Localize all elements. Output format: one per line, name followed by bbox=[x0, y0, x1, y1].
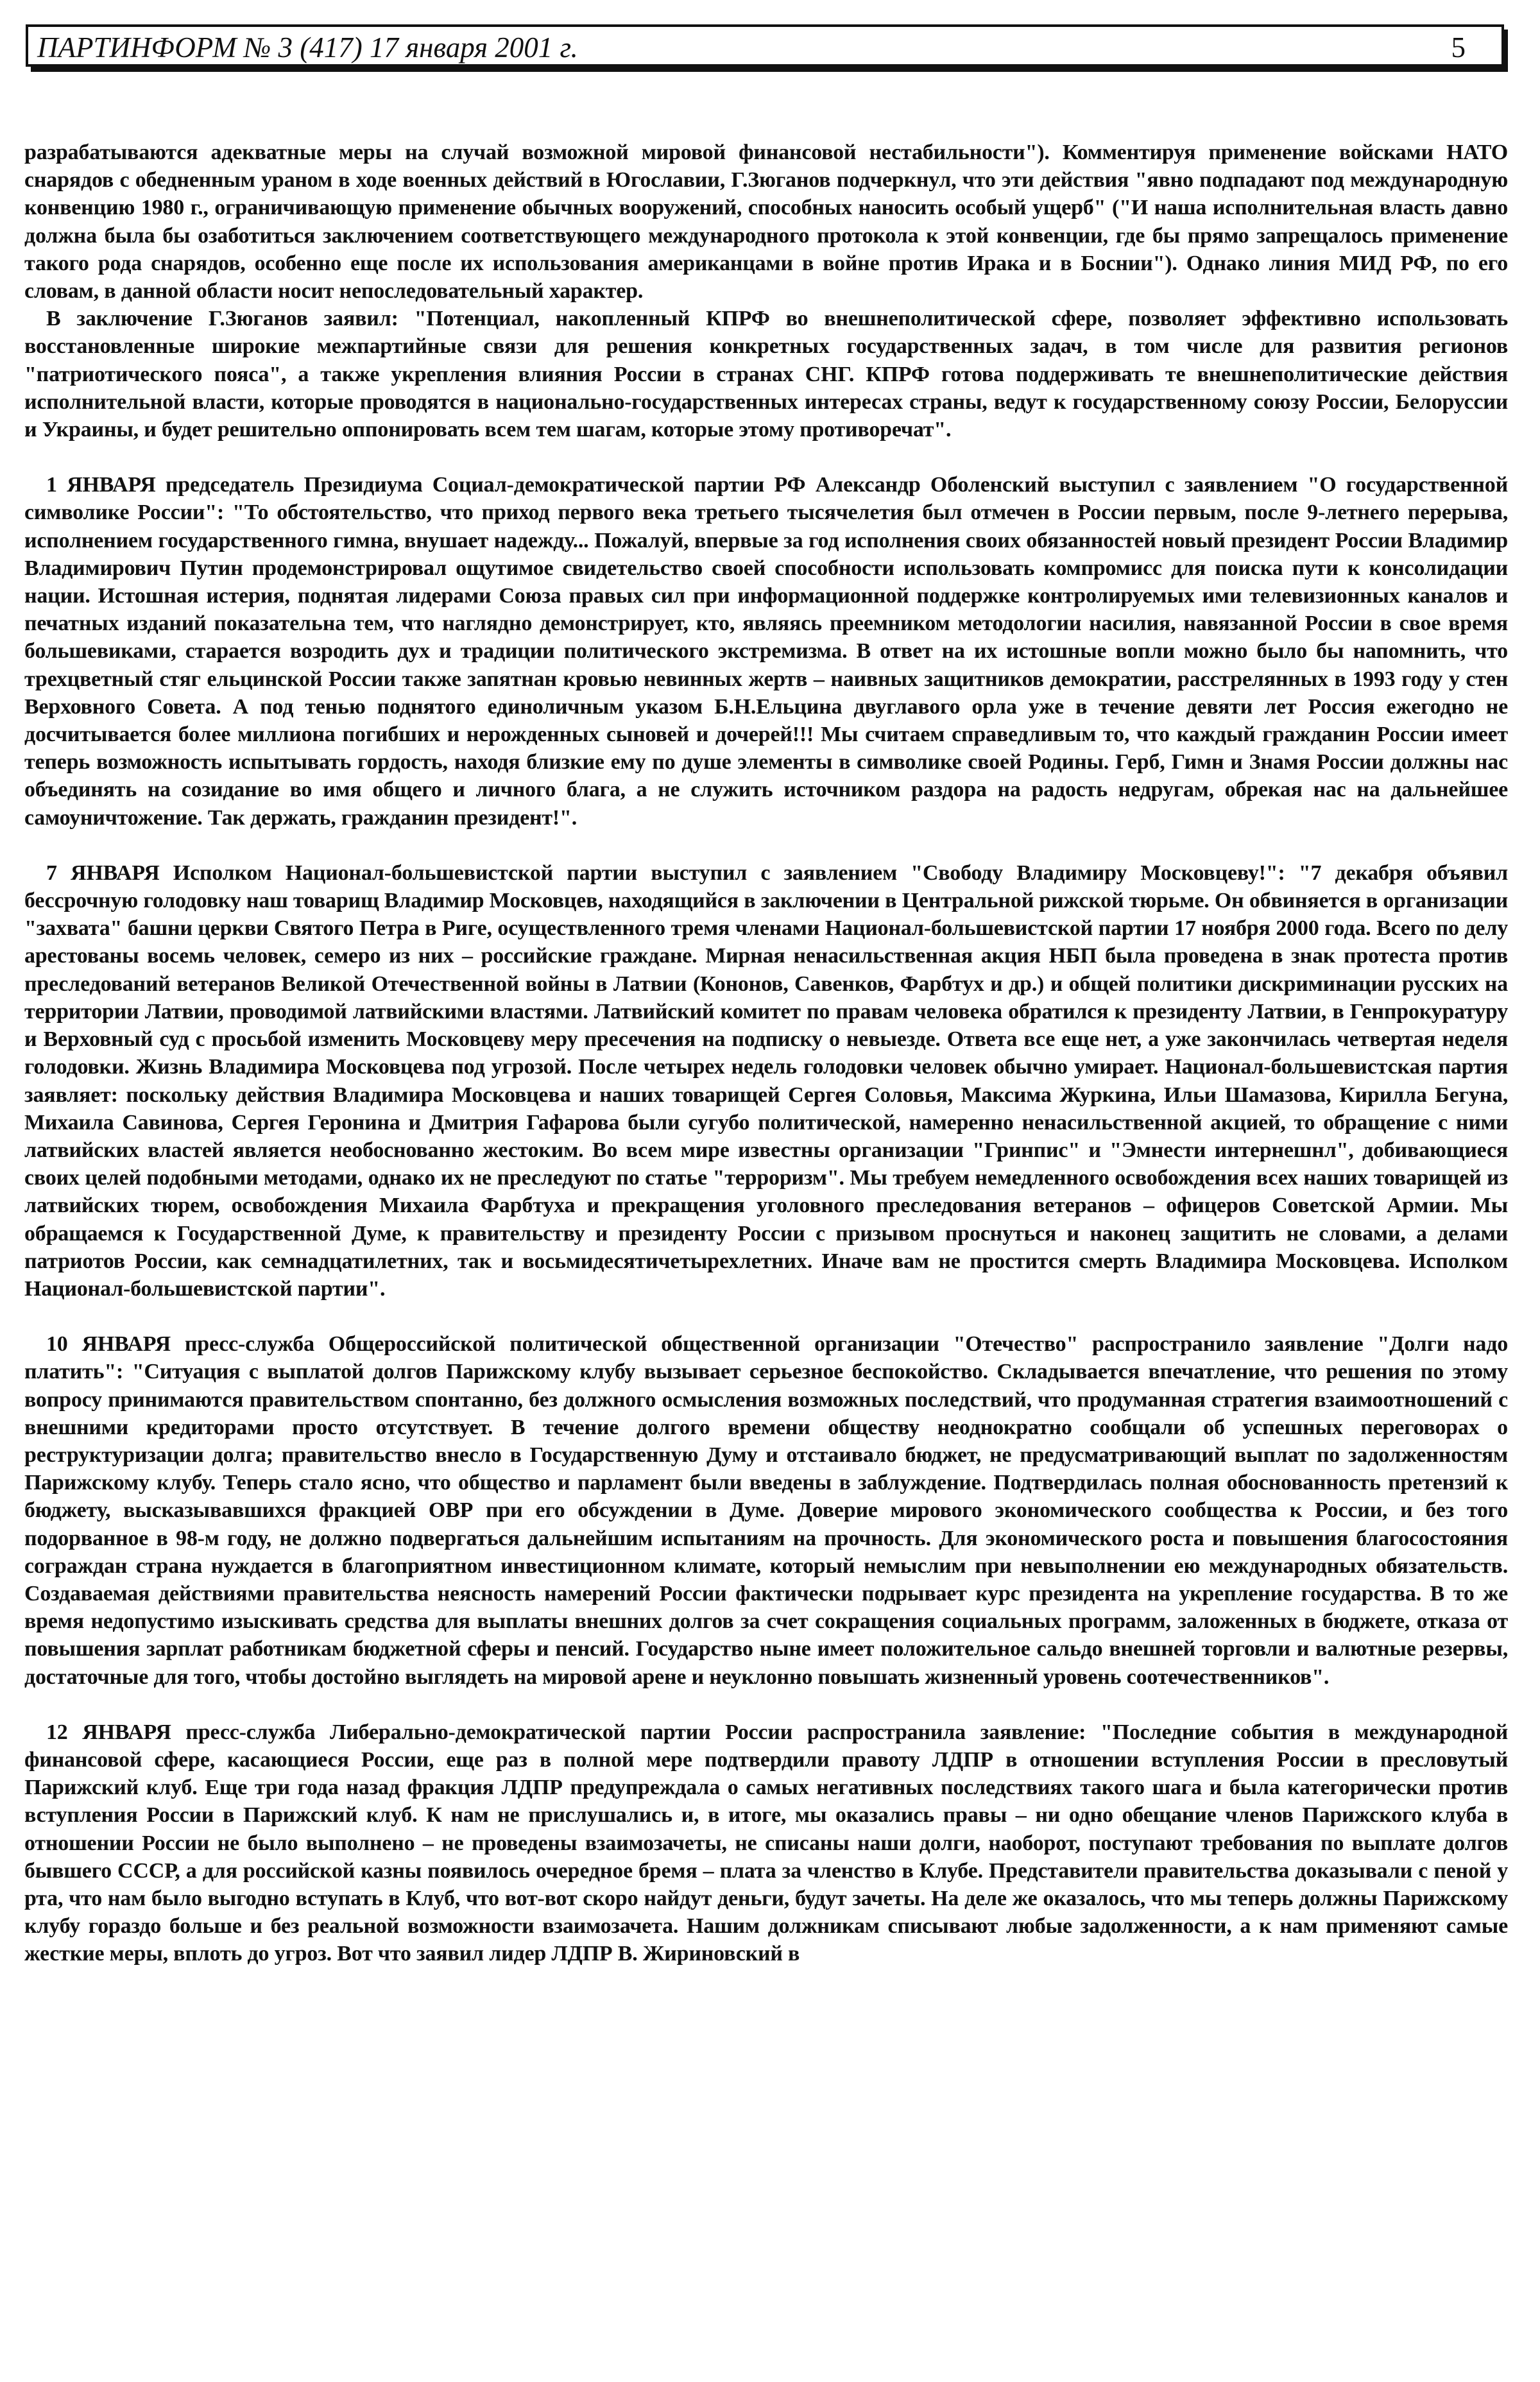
newspaper-page bbox=[24, 24, 1508, 2347]
paragraph-text: разрабатываются адекватные меры на случай возможной мировой финансовой нестабильности"). Комментируя применение войсками НАТО снарядов с обедненным ураном в ходе военных действий в Югославии, Г.Зюганов подчеркнул, что эти действия "явно подпадают под международную конвенцию 1980 г., ограничивающую применение обычных вооружений, способных наносить особый ущерб" ("И наша исполнительная власть давно должна была бы озаботиться заключением соответствующего международного протокола к этой конвенции, где бы прямо запрещалось применение такого рода снарядов, особенно еще после их использования американцами в войне против Ирака и в Боснии"). Однако линия МИД РФ, по его словам, в данной области носит непоследовательный характер. bbox=[24, 141, 1508, 304]
entry-jan-1 bbox=[24, 471, 1508, 832]
entry-text: пресс-служба Общероссийской политической общественной организации "Отечество" распространило заявление "Долги надо платить": "Ситуация с выплатой долгов Парижскому клубу вызывает серьезное беспокойство. Складывается впечатление, что решения по этому вопросу принимаются правительством спонтанно, без должного осмысления возможных последствий, что продуманная стратегия взаимоотношений с внешними кредиторами просто отсутствует. В течение долгого времени обществу неоднократно сообщали об успешных переговорах о реструктуризации долга; правительство внесло в Государственную Думу и отстаивало бюджет, не предусматривающий выплат по задолженностям Парижскому клубу. Теперь стало ясно, что общество и парламент были введены в заблуждение. Подтвердилась полная обоснованность претензий к бюджету, высказывавшихся фракцией ОВР при его обсуждении в Думе. Доверие мирового экономического сообщества к России, и без того подорванное в 98-м году, не должно подвергаться дальнейшим испытаниям на прочность. Для экономического роста и повышения благосостояния сограждан страна нуждается в благоприятном инвестиционном климате, который немыслим при невыполнении ею международных обязательств. Создаваемая действиями правительства неясность намерений России фактически подрывает курс президента на укрепление государства. В то же время недопустимо изыскивать средства для выплаты внешних долгов за счет сокращения социальных программ, заложенных в бюджете, отказа от повышения зарплат работникам бюджетной сферы и пенсий. Государство ныне имеет положительное сальдо внешней торговли и валютные резервы, достаточные для того, чтобы достойно выглядеть на мировой арене и неуклонно повышать жизненный уровень соотечественников". bbox=[24, 1332, 1508, 1689]
entry-text: председатель Президиума Социал-демократической партии РФ Александр Оболенский выступил с заявлением "О государственной символике России": "То обстоятельство, что приход первого века третьего тысячелетия был отмечен в России первым, после 9-летнего перерыва, исполнением государственного гимна, внушает надежду... Пожалуй, впервые за год исполнения своих обязанностей новый президент России Владимир Владимирович Путин продемонстрировал ощутимое свидетельство своей способности использовать компромисс для поиска пути к консолидации нации. Истошная истерия, поднятая лидерами Союза правых сил при информационной поддержке контролируемых ими телевизионных каналов и печатных изданий показательна тем, что наглядно демонстрирует, кто, являясь преемником методологии насилия, навязанной России в свое время большевиками, старается возродить дух и традиции политического экстремизма. В ответ на их истошные вопли можно было бы напомнить, что трехцветный стяг ельцинской России также запятнан кровью невинных жертв – наивных защитников демократии, расстрелянных в 1993 году у стен Верховного Совета. А под тенью поднятого единоличным указом Б.Н.Ельцина двуглавого орла уже в течение девяти лет Россия ежегодно не досчитывается более миллиона погибших и нерожденных сыновей и дочерей!!! Мы считаем справедливым то, что каждый гражданин России имеет теперь возможность испытывать гордость, находя близкие ему по душе элементы в символике своей Родины. Герб, Гимн и Знамя России должны нас объединять на созидание во имя общего и личного блага, а не служить источником раздора на радость недругам, обрекая нас на дальнейшее самоуничтожение. Так держать, гражданин президент!". bbox=[24, 473, 1508, 830]
paragraph-conclusion bbox=[24, 305, 1508, 443]
entry-date: 7 ЯНВАРЯ bbox=[46, 861, 160, 885]
article-body bbox=[24, 139, 1508, 1968]
entry-jan-7 bbox=[24, 859, 1508, 1303]
entry-jan-12 bbox=[24, 1718, 1508, 1968]
paragraph-text: В заключение Г.Зюганов заявил: "Потенциал, накопленный КПРФ во внешнеполитической сфере, позволяет эффективно использовать восстановленные широкие межпартийные связи для решения конкретных государственных задач, в том числе для развития регионов "патриотического пояса", а также укрепления влияния России в странах СНГ. КПРФ готова поддерживать те внешнеполитические действия исполнительной власти, которые проводятся в национально-государственных интересах страны, ведут к государственному союзу России, Белоруссии и Украины, и будет решительно оппонировать всем тем шагам, которые этому противоречат". bbox=[24, 307, 1508, 442]
entry-date: 1 ЯНВАРЯ bbox=[46, 473, 156, 497]
entry-date: 10 ЯНВАРЯ bbox=[46, 1332, 171, 1357]
entry-jan-10 bbox=[24, 1330, 1508, 1691]
entry-text: Исполком Национал-большевистской партии выступил с заявлением "Свободу Владимиру Московцеву!": "7 декабря объявил бессрочную голодовку наш товарищ Владимир Московцев, находящийся в заключении в Центральной рижской тюрьме. Он обвиняется в организации "захвата" башни церкви Святого Петра в Риге, осуществленного тремя членами Национал-большевистской партии 17 ноября 2000 года. Всего по делу арестованы восемь человек, семеро из них – российские граждане. Мирная ненасильственная акция НБП была проведена в знак протеста против преследований ветеранов Великой Отечественной войны в Латвии (Кононов, Савенков, Фарбтух и др.) и общей политики дискриминации русских на территории Латвии, проводимой латвийскими властями. Латвийский комитет по правам человека обратился к президенту Латвии, в Генпрокуратуру и Верховный суд с просьбой изменить Московцеву меру пресечения на подписку о невыезде. Ответа все еще нет, а уже закончилась четвертая неделя голодовки. Жизнь Владимира Московцева под угрозой. После четырех недель голодовки человек обычно умирает. Национал-большевистская партия заявляет: поскольку действия Владимира Московцева и наших товарищей Сергея Соловья, Максима Журкина, Ильи Шамазова, Кирилла Бегуна, Михаила Савинова, Сергея Геронина и Дмитрия Гафарова были сугубо политической, намеренно ненасильственной акцией, то обращение с ними латвийских властей является необоснованно жестоким. Во всем мире известны организации "Гринпис" и "Эмнести интернешнл", добивающиеся своих целей подобными методами, однако их не преследуют по статье "терроризм". Мы требуем немедленного освобождения всех наших товарищей из латвийских тюрем, освобождения Михаила Фарбтуха и прекращения уголовного преследования ветеранов – офицеров Советской Армии. Мы обращаемся к Государственной Думе, к правительству и президенту России с призывом проснуться и наконец защитить не словами, а делами патриотов России, как семнадцатилетних, так и восьмидесятичетырехлетних. Иначе вам не простится смерть Владимира Московцева. Исполком Национал-большевистской партии". bbox=[24, 861, 1508, 1301]
page-number: 5 bbox=[1451, 31, 1466, 64]
paragraph-continuation bbox=[24, 139, 1508, 305]
page-header bbox=[26, 24, 1504, 67]
entry-date: 12 ЯНВАРЯ bbox=[46, 1720, 171, 1744]
publication-title: ПАРТИНФОРМ № 3 (417) 17 января 2001 г. bbox=[37, 31, 578, 64]
entry-text: пресс-служба Либерально-демократической партии России распространила заявление: "Последние события в международной финансовой сфере, касающиеся России, еще раз в полной мере подтвердили правоту ЛДПР в отношении вступления России в пресловутый Парижский клуб. Еще три года назад фракция ЛДПР предупреждала о самых негативных последствиях такого шага и была категорически против вступления России в Парижский клуб. К нам не прислушались и, в итоге, мы оказались правы – ни одно обещание членов Парижского клуба в отношении России не было выполнено – не проведены взаимозачеты, не списаны наши долги, наоборот, поступают требования по выплате долгов бывшего СССР, а для российской казны появилось очередное бремя – плата за членство в Клубе. Представители правительства доказывали с пеной у рта, что нам было выгодно вступать в Клуб, что вот-вот скоро найдут деньги, будут зачеты. На деле же оказалось, что мы теперь должны Парижскому клубу гораздо больше и без реальной возможности взаимозачета. Нашим должникам списывают любые задолженности, а к нам применяют самые жесткие меры, вплоть до угроз. Вот что заявил лидер ЛДПР В. Жириновский в bbox=[24, 1720, 1508, 1966]
